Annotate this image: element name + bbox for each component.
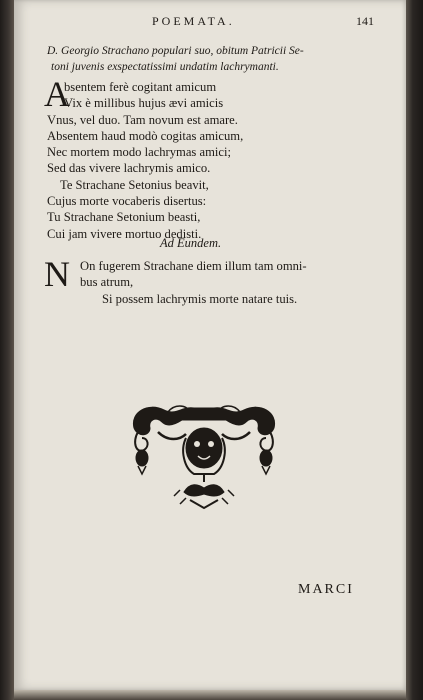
poem-2 bbox=[80, 258, 307, 307]
drop-capital: A bbox=[44, 74, 70, 114]
verse-line: bsentem ferè cogitant amicum bbox=[64, 80, 217, 94]
poem-1 bbox=[47, 79, 243, 242]
verse-line: Tu Strachane Setonium beasti, bbox=[47, 210, 201, 225]
verse-line: Absentem haud modò cogitas amicum, bbox=[47, 128, 244, 143]
verse-line: Sed das vivere lachrymis amico. bbox=[47, 161, 211, 176]
heading-line: D. Georgio Strachano populari suo, obitum Patricii Se- bbox=[47, 45, 304, 57]
drop-capital: N bbox=[44, 254, 70, 294]
printers-ornament-icon bbox=[128, 398, 280, 510]
verse-line: Si possem lachrymis morte natare tuis. bbox=[102, 291, 298, 306]
heading-line: toni juvenis exspectatissimi undatim lachrymanti. bbox=[51, 61, 279, 73]
page-bottom-edge bbox=[14, 690, 406, 700]
dedication-heading bbox=[47, 43, 304, 75]
verse-line: Cujus morte vocaberis disertus: bbox=[47, 194, 207, 209]
poem-title: Ad Eundem. bbox=[160, 236, 222, 250]
running-head: POEMATA. bbox=[152, 14, 235, 28]
gutter-shadow bbox=[0, 0, 14, 700]
verse-line: Vix è millibus hujus ævi amicis bbox=[64, 96, 224, 111]
verse-line: Cui jam vivere mortuo dedisti. bbox=[47, 226, 202, 241]
verse-line: Te Strachane Setonius beavit, bbox=[60, 177, 209, 192]
verse-line: Vnus, vel duo. Tam novum est amare. bbox=[47, 112, 238, 127]
verse-line: On fugerem Strachane diem illum tam omni- bbox=[80, 259, 307, 273]
verse-line: bus atrum, bbox=[80, 275, 134, 290]
page-edge bbox=[406, 0, 423, 700]
verse-line: Nec mortem modo lachrymas amici; bbox=[47, 145, 231, 160]
catchword: MARCI bbox=[298, 582, 354, 597]
page-number: 141 bbox=[356, 14, 374, 28]
